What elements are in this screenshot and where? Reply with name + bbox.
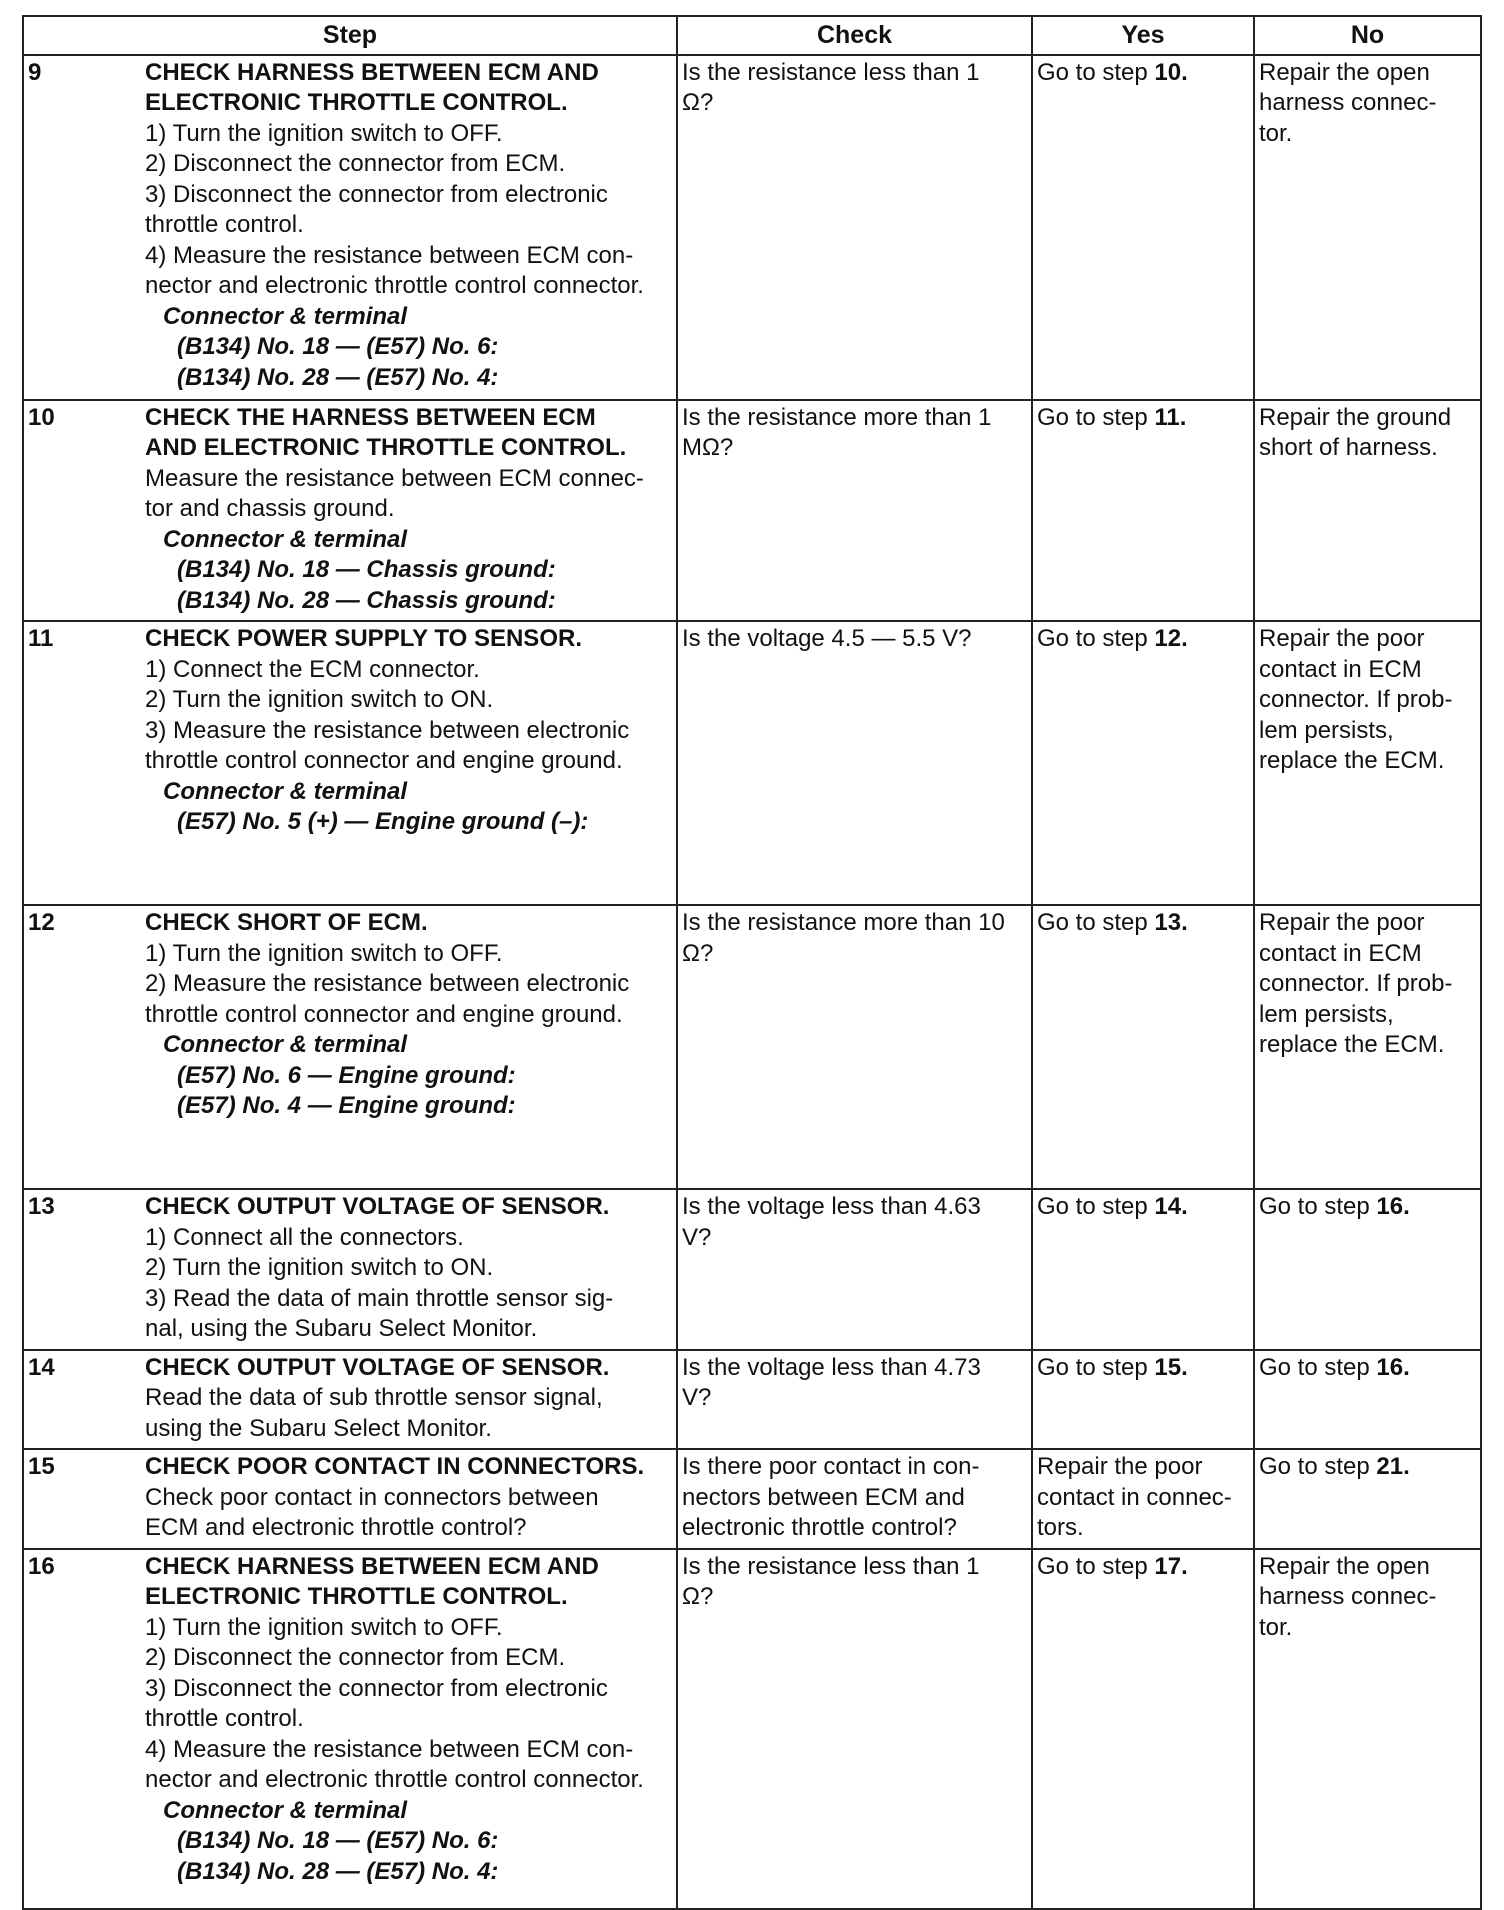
step-number: 12 xyxy=(28,909,55,936)
no-goto-step-ref: 21. xyxy=(1376,1453,1410,1480)
step-wrap xyxy=(24,401,676,621)
no-text: harness connec- xyxy=(1259,1583,1437,1610)
table-row xyxy=(23,55,1481,400)
no-cell xyxy=(1254,400,1481,622)
yes-goto xyxy=(1037,908,1249,939)
no-goto-step-ref: 16. xyxy=(1376,1193,1410,1220)
yes-goto-text: Go to step xyxy=(1037,403,1155,431)
check-text: Is the resistance more than 1 xyxy=(682,403,992,431)
step-instruction: 1) Connect all the connectors. xyxy=(145,1223,464,1251)
step-instruction: nector and electronic throttle control connector. xyxy=(145,272,644,299)
yes-text: tors. xyxy=(1037,1514,1084,1541)
connector-terminal: (E57) No. 5 (+) — Engine ground (–): xyxy=(177,808,589,835)
step-body xyxy=(141,401,676,621)
yes-text: contact in connec- xyxy=(1037,1483,1232,1511)
step-number: 9 xyxy=(28,58,42,86)
step-title: CHECK POOR CONTACT IN CONNECTORS. xyxy=(145,1453,645,1480)
check-cell xyxy=(677,621,1032,905)
connector-heading: Connector & terminal xyxy=(163,777,408,805)
diagnostic-table xyxy=(22,15,1482,1910)
step-title: CHECK SHORT OF ECM. xyxy=(145,909,428,936)
step-number: 13 xyxy=(28,1193,55,1220)
step-instruction: 2) Turn the ignition switch to ON. xyxy=(145,1254,494,1281)
step-cell xyxy=(23,1449,677,1549)
step-instruction: 3) Disconnect the connector from electronic xyxy=(145,180,608,208)
no-text: Repair the ground xyxy=(1259,403,1452,431)
yes-cell xyxy=(1032,1549,1254,1909)
no-goto-text: Go to step xyxy=(1259,1193,1377,1220)
step-instruction: nal, using the Subaru Select Monitor. xyxy=(145,1315,538,1342)
yes-goto xyxy=(1037,403,1249,434)
step-instruction: 1) Turn the ignition switch to OFF. xyxy=(145,939,503,967)
step-title: CHECK OUTPUT VOLTAGE OF SENSOR. xyxy=(145,1353,610,1381)
step-number: 16 xyxy=(28,1552,55,1580)
yes-cell xyxy=(1032,1189,1254,1350)
step-body xyxy=(141,1190,676,1349)
no-goto xyxy=(1259,1192,1476,1223)
check-cell xyxy=(677,1549,1032,1909)
check-text: Ω? xyxy=(682,89,714,116)
yes-goto-text: Go to step xyxy=(1037,1193,1155,1220)
check-text: Is the resistance less than 1 xyxy=(682,1552,980,1580)
step-instruction: 2) Measure the resistance between electronic xyxy=(145,970,630,997)
connector-terminal: (B134) No. 18 — (E57) No. 6: xyxy=(177,333,499,360)
check-cell xyxy=(677,55,1032,400)
step-instruction: Measure the resistance between ECM connec- xyxy=(145,464,644,492)
yes-cell xyxy=(1032,621,1254,905)
table-row xyxy=(23,905,1481,1189)
check-cell xyxy=(677,905,1032,1189)
yes-cell xyxy=(1032,1449,1254,1549)
table-row xyxy=(23,1350,1481,1450)
no-text: Repair the poor xyxy=(1259,625,1425,652)
step-body xyxy=(141,1351,676,1449)
no-text: Repair the open xyxy=(1259,58,1430,86)
no-goto xyxy=(1259,1452,1476,1483)
step-instruction: Read the data of sub throttle sensor signal, xyxy=(145,1384,603,1411)
no-cell xyxy=(1254,905,1481,1189)
table-row xyxy=(23,400,1481,622)
connector-terminal: (E57) No. 6 — Engine ground: xyxy=(177,1061,516,1089)
step-wrap xyxy=(24,906,676,1126)
no-cell xyxy=(1254,1350,1481,1450)
table-row xyxy=(23,1449,1481,1549)
yes-goto-step-ref: 11. xyxy=(1154,403,1187,431)
yes-goto-step-ref: 14. xyxy=(1154,1193,1188,1220)
check-cell xyxy=(677,1189,1032,1350)
yes-cell xyxy=(1032,905,1254,1189)
no-cell xyxy=(1254,1449,1481,1549)
step-instruction: 2) Disconnect the connector from ECM. xyxy=(145,150,566,177)
yes-goto-step-ref: 12. xyxy=(1154,625,1188,652)
check-text: Is the voltage less than 4.73 xyxy=(682,1353,981,1381)
no-cell xyxy=(1254,55,1481,400)
yes-cell xyxy=(1032,55,1254,400)
step-title: ELECTRONIC THROTTLE CONTROL. xyxy=(145,89,568,116)
step-instruction: throttle control connector and engine ground. xyxy=(145,747,623,774)
step-instruction: 1) Connect the ECM connector. xyxy=(145,655,480,683)
check-text: Ω? xyxy=(682,1583,714,1610)
connector-terminal: (B134) No. 18 — Chassis ground: xyxy=(177,556,556,583)
check-cell xyxy=(677,400,1032,622)
no-text: Repair the poor xyxy=(1259,909,1425,936)
check-text: Is the voltage less than 4.63 xyxy=(682,1193,981,1220)
no-text: tor. xyxy=(1259,119,1293,147)
step-instruction: throttle control. xyxy=(145,1705,304,1732)
step-instruction: 3) Measure the resistance between electronic xyxy=(145,716,630,744)
yes-goto xyxy=(1037,624,1249,655)
step-title: CHECK HARNESS BETWEEN ECM AND xyxy=(145,58,599,86)
step-cell xyxy=(23,905,677,1189)
header-yes: Yes xyxy=(1032,16,1254,55)
yes-text: Repair the poor xyxy=(1037,1453,1203,1480)
step-body xyxy=(141,1450,676,1548)
check-cell xyxy=(677,1350,1032,1450)
header-check: Check xyxy=(677,16,1032,55)
step-cell xyxy=(23,55,677,400)
step-wrap xyxy=(24,622,676,842)
step-title: CHECK POWER SUPPLY TO SENSOR. xyxy=(145,625,582,652)
step-number: 14 xyxy=(28,1353,55,1381)
step-instruction: tor and chassis ground. xyxy=(145,495,395,522)
no-text: connector. If prob- xyxy=(1259,970,1453,997)
step-instruction: throttle control. xyxy=(145,211,304,238)
yes-goto-text: Go to step xyxy=(1037,1552,1155,1580)
step-instruction: throttle control connector and engine ground. xyxy=(145,1000,623,1028)
no-text: Repair the open xyxy=(1259,1552,1430,1580)
check-text: electronic throttle control? xyxy=(682,1514,957,1541)
check-text: Is there poor contact in con- xyxy=(682,1453,980,1480)
step-instruction: 4) Measure the resistance between ECM con- xyxy=(145,241,634,269)
connector-terminal: (B134) No. 28 — (E57) No. 4: xyxy=(177,363,499,391)
no-cell xyxy=(1254,1549,1481,1909)
check-text: Ω? xyxy=(682,939,714,967)
yes-goto-text: Go to step xyxy=(1037,58,1155,86)
yes-goto xyxy=(1037,1552,1249,1583)
connector-heading: Connector & terminal xyxy=(163,525,408,553)
table-row xyxy=(23,1549,1481,1909)
step-cell xyxy=(23,621,677,905)
step-cell xyxy=(23,1350,677,1450)
yes-goto-step-ref: 17. xyxy=(1154,1552,1188,1580)
connector-terminal: (B134) No. 28 — Chassis ground: xyxy=(177,586,556,614)
no-text: short of harness. xyxy=(1259,434,1438,461)
step-number: 11 xyxy=(28,625,54,652)
step-instruction: 1) Turn the ignition switch to OFF. xyxy=(145,1613,503,1641)
check-text: Is the resistance less than 1 xyxy=(682,58,980,86)
check-text: nectors between ECM and xyxy=(682,1483,965,1511)
no-goto-text: Go to step xyxy=(1259,1353,1377,1381)
step-instruction: nector and electronic throttle control connector. xyxy=(145,1766,644,1793)
step-wrap xyxy=(24,1351,676,1449)
step-body xyxy=(141,622,676,842)
yes-cell xyxy=(1032,400,1254,622)
step-instruction: 3) Disconnect the connector from electronic xyxy=(145,1674,608,1702)
step-number: 10 xyxy=(28,403,55,431)
no-text: tor. xyxy=(1259,1613,1293,1641)
step-wrap xyxy=(24,56,676,398)
yes-goto-text: Go to step xyxy=(1037,909,1155,936)
connector-heading: Connector & terminal xyxy=(163,302,408,330)
no-cell xyxy=(1254,621,1481,905)
yes-goto-text: Go to step xyxy=(1037,625,1155,652)
no-text: harness connec- xyxy=(1259,89,1437,116)
no-text: contact in ECM xyxy=(1259,939,1422,967)
step-body xyxy=(141,1550,676,1892)
no-text: lem persists, xyxy=(1259,1000,1394,1028)
step-instruction: Check poor contact in connectors between xyxy=(145,1483,599,1511)
step-body xyxy=(141,906,676,1126)
step-cell xyxy=(23,1189,677,1350)
document-page xyxy=(22,15,1480,1910)
step-cell xyxy=(23,400,677,622)
no-text: replace the ECM. xyxy=(1259,1031,1445,1058)
header-no: No xyxy=(1254,16,1481,55)
step-instruction: 4) Measure the resistance between ECM con- xyxy=(145,1735,634,1763)
step-wrap xyxy=(24,1550,676,1892)
step-instruction: using the Subaru Select Monitor. xyxy=(145,1414,492,1442)
no-text: contact in ECM xyxy=(1259,655,1422,683)
yes-goto-step-ref: 15. xyxy=(1154,1353,1188,1381)
step-instruction: 2) Disconnect the connector from ECM. xyxy=(145,1644,566,1671)
no-goto-text: Go to step xyxy=(1259,1453,1377,1480)
yes-goto-step-ref: 10. xyxy=(1154,58,1188,86)
check-text: V? xyxy=(682,1223,712,1251)
check-text: Is the voltage 4.5 — 5.5 V? xyxy=(682,625,972,652)
no-text: lem persists, xyxy=(1259,716,1394,744)
check-cell xyxy=(677,1449,1032,1549)
yes-goto-step-ref: 13. xyxy=(1154,909,1188,936)
check-text: MΩ? xyxy=(682,434,734,461)
header-row xyxy=(23,16,1481,55)
no-cell xyxy=(1254,1189,1481,1350)
connector-heading: Connector & terminal xyxy=(163,1796,408,1824)
step-wrap xyxy=(24,1190,676,1349)
step-instruction: ECM and electronic throttle control? xyxy=(145,1514,527,1541)
table-row xyxy=(23,1189,1481,1350)
step-cell xyxy=(23,1549,677,1909)
step-title: ELECTRONIC THROTTLE CONTROL. xyxy=(145,1583,568,1610)
yes-goto-text: Go to step xyxy=(1037,1353,1155,1381)
no-goto-step-ref: 16. xyxy=(1376,1353,1410,1381)
step-title: CHECK THE HARNESS BETWEEN ECM xyxy=(145,403,596,431)
step-title: CHECK OUTPUT VOLTAGE OF SENSOR. xyxy=(145,1193,610,1220)
step-instruction: 3) Read the data of main throttle sensor sig- xyxy=(145,1284,614,1312)
no-goto xyxy=(1259,1353,1476,1384)
check-text: V? xyxy=(682,1384,712,1411)
no-text: connector. If prob- xyxy=(1259,686,1453,713)
step-title: AND ELECTRONIC THROTTLE CONTROL. xyxy=(145,434,627,461)
connector-terminal: (B134) No. 28 — (E57) No. 4: xyxy=(177,1857,499,1885)
step-wrap xyxy=(24,1450,676,1548)
header-step: Step xyxy=(23,16,677,55)
no-text: replace the ECM. xyxy=(1259,747,1445,774)
check-text: Is the resistance more than 10 xyxy=(682,909,1005,936)
yes-goto xyxy=(1037,1353,1249,1384)
yes-goto xyxy=(1037,1192,1249,1223)
step-number: 15 xyxy=(28,1453,55,1480)
step-instruction: 2) Turn the ignition switch to ON. xyxy=(145,686,494,713)
step-title: CHECK HARNESS BETWEEN ECM AND xyxy=(145,1552,599,1580)
connector-terminal: (E57) No. 4 — Engine ground: xyxy=(177,1092,516,1119)
connector-terminal: (B134) No. 18 — (E57) No. 6: xyxy=(177,1827,499,1854)
step-instruction: 1) Turn the ignition switch to OFF. xyxy=(145,119,503,147)
yes-goto xyxy=(1037,58,1249,89)
connector-heading: Connector & terminal xyxy=(163,1031,408,1058)
table-row xyxy=(23,621,1481,905)
step-body xyxy=(141,56,676,398)
yes-cell xyxy=(1032,1350,1254,1450)
